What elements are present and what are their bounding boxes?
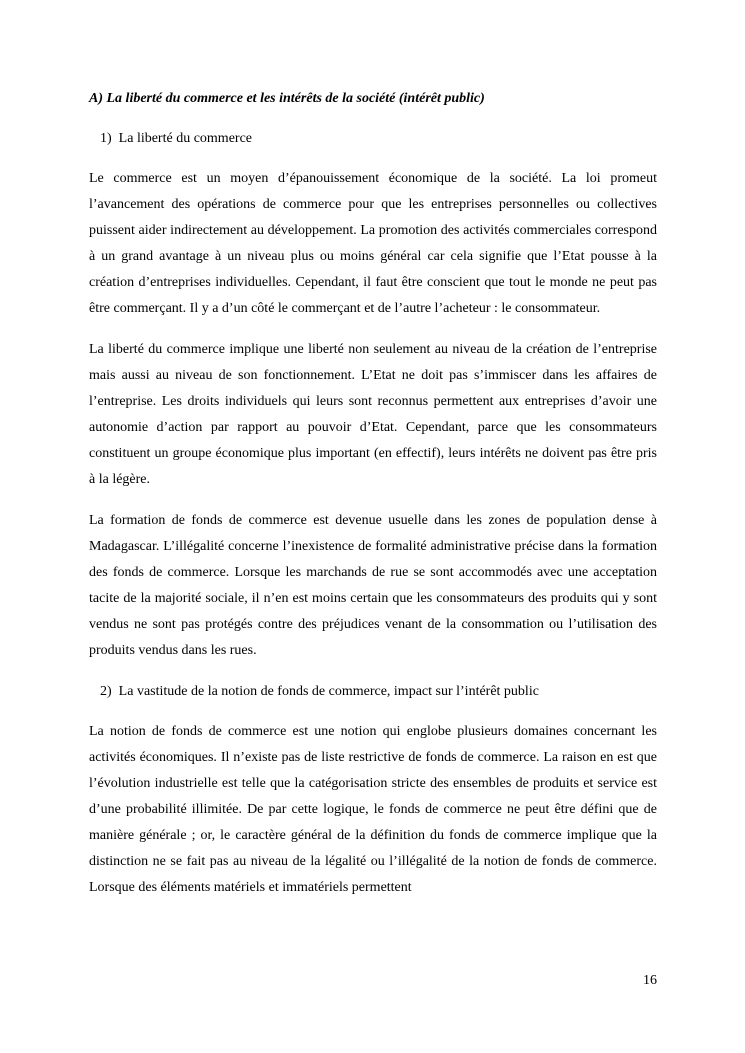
document-page	[89, 86, 657, 916]
section-title: A) La liberté du commerce et les intérêts de la société (intérêt public)	[89, 91, 485, 106]
paragraph: La liberté du commerce implique une liberté non seulement au niveau de la création de l’entreprise mais aussi au niveau de son fonctionnement. L’Etat ne doit pas s’immiscer dans les affaires de l’entreprise. Les droits individuels qui leurs sont reconnus permettent aux entreprises d’avoir une autonomie d’action par rapport au pouvoir d’Etat. Cependant, parce que les consommateurs constituent un groupe économique plus important (en effectif), leurs intérêts ne doivent pas être pris à la légère.	[89, 342, 657, 487]
paragraph: La notion de fonds de commerce est une notion qui englobe plusieurs domaines concernant les activités économiques. Il n’existe pas de liste restrictive de fonds de commerce. La raison en est que l’évolution industrielle est telle que la catégorisation stricte des ensembles de produits et service est d’une probabilité illimitée. De par cette logique, le fonds de commerce ne peut être défini que de manière générale ; or, le caractère général de la définition du fonds de commerce implique que la distinction ne se fait pas au niveau de la légalité ou l’illégalité de la notion de fonds de commerce. Lorsque des éléments matériels et immatériels permettent	[89, 724, 657, 895]
paragraph: Le commerce est un moyen d’épanouissement économique de la société. La loi promeut l’avancement des opérations de commerce pour que les entreprises personnelles ou collectives puissent aider indirectement au développement. La promotion des activités commerciales correspond à un grand avantage à un niveau plus ou moins général car cela signifie que l’Etat pousse à la création d’entreprises individuelles. Cependant, il faut être conscient que tout le monde ne peut pas être commerçant. Il y a d’un côté le commerçant et de l’autre l’acheteur : le consommateur.	[89, 171, 657, 316]
subheading-2	[89, 679, 657, 704]
page-number: 16	[643, 973, 657, 988]
subheading-1-label: La liberté du commerce	[118, 131, 252, 146]
paragraph: La formation de fonds de commerce est devenue usuelle dans les zones de population dense à Madagascar. L’illégalité concerne l’inexistence de formalité administrative précise dans la formation des fonds de commerce. Lorsque les marchands de rue se sont accommodés avec une acceptation tacite de la majorité sociale, il n’en est moins certain que les consommateurs des produits qui y sont vendus ne sont pas protégés contre des préjudices venant de la consommation ou l’utilisation des produits vendus dans les rues.	[89, 513, 657, 658]
subheading-1	[89, 126, 657, 151]
subheading-2-label: La vastitude de la notion de fonds de commerce, impact sur l’intérêt public	[118, 684, 539, 699]
subheading-1-number: 1)	[100, 131, 112, 146]
subheading-2-number: 2)	[100, 684, 112, 699]
